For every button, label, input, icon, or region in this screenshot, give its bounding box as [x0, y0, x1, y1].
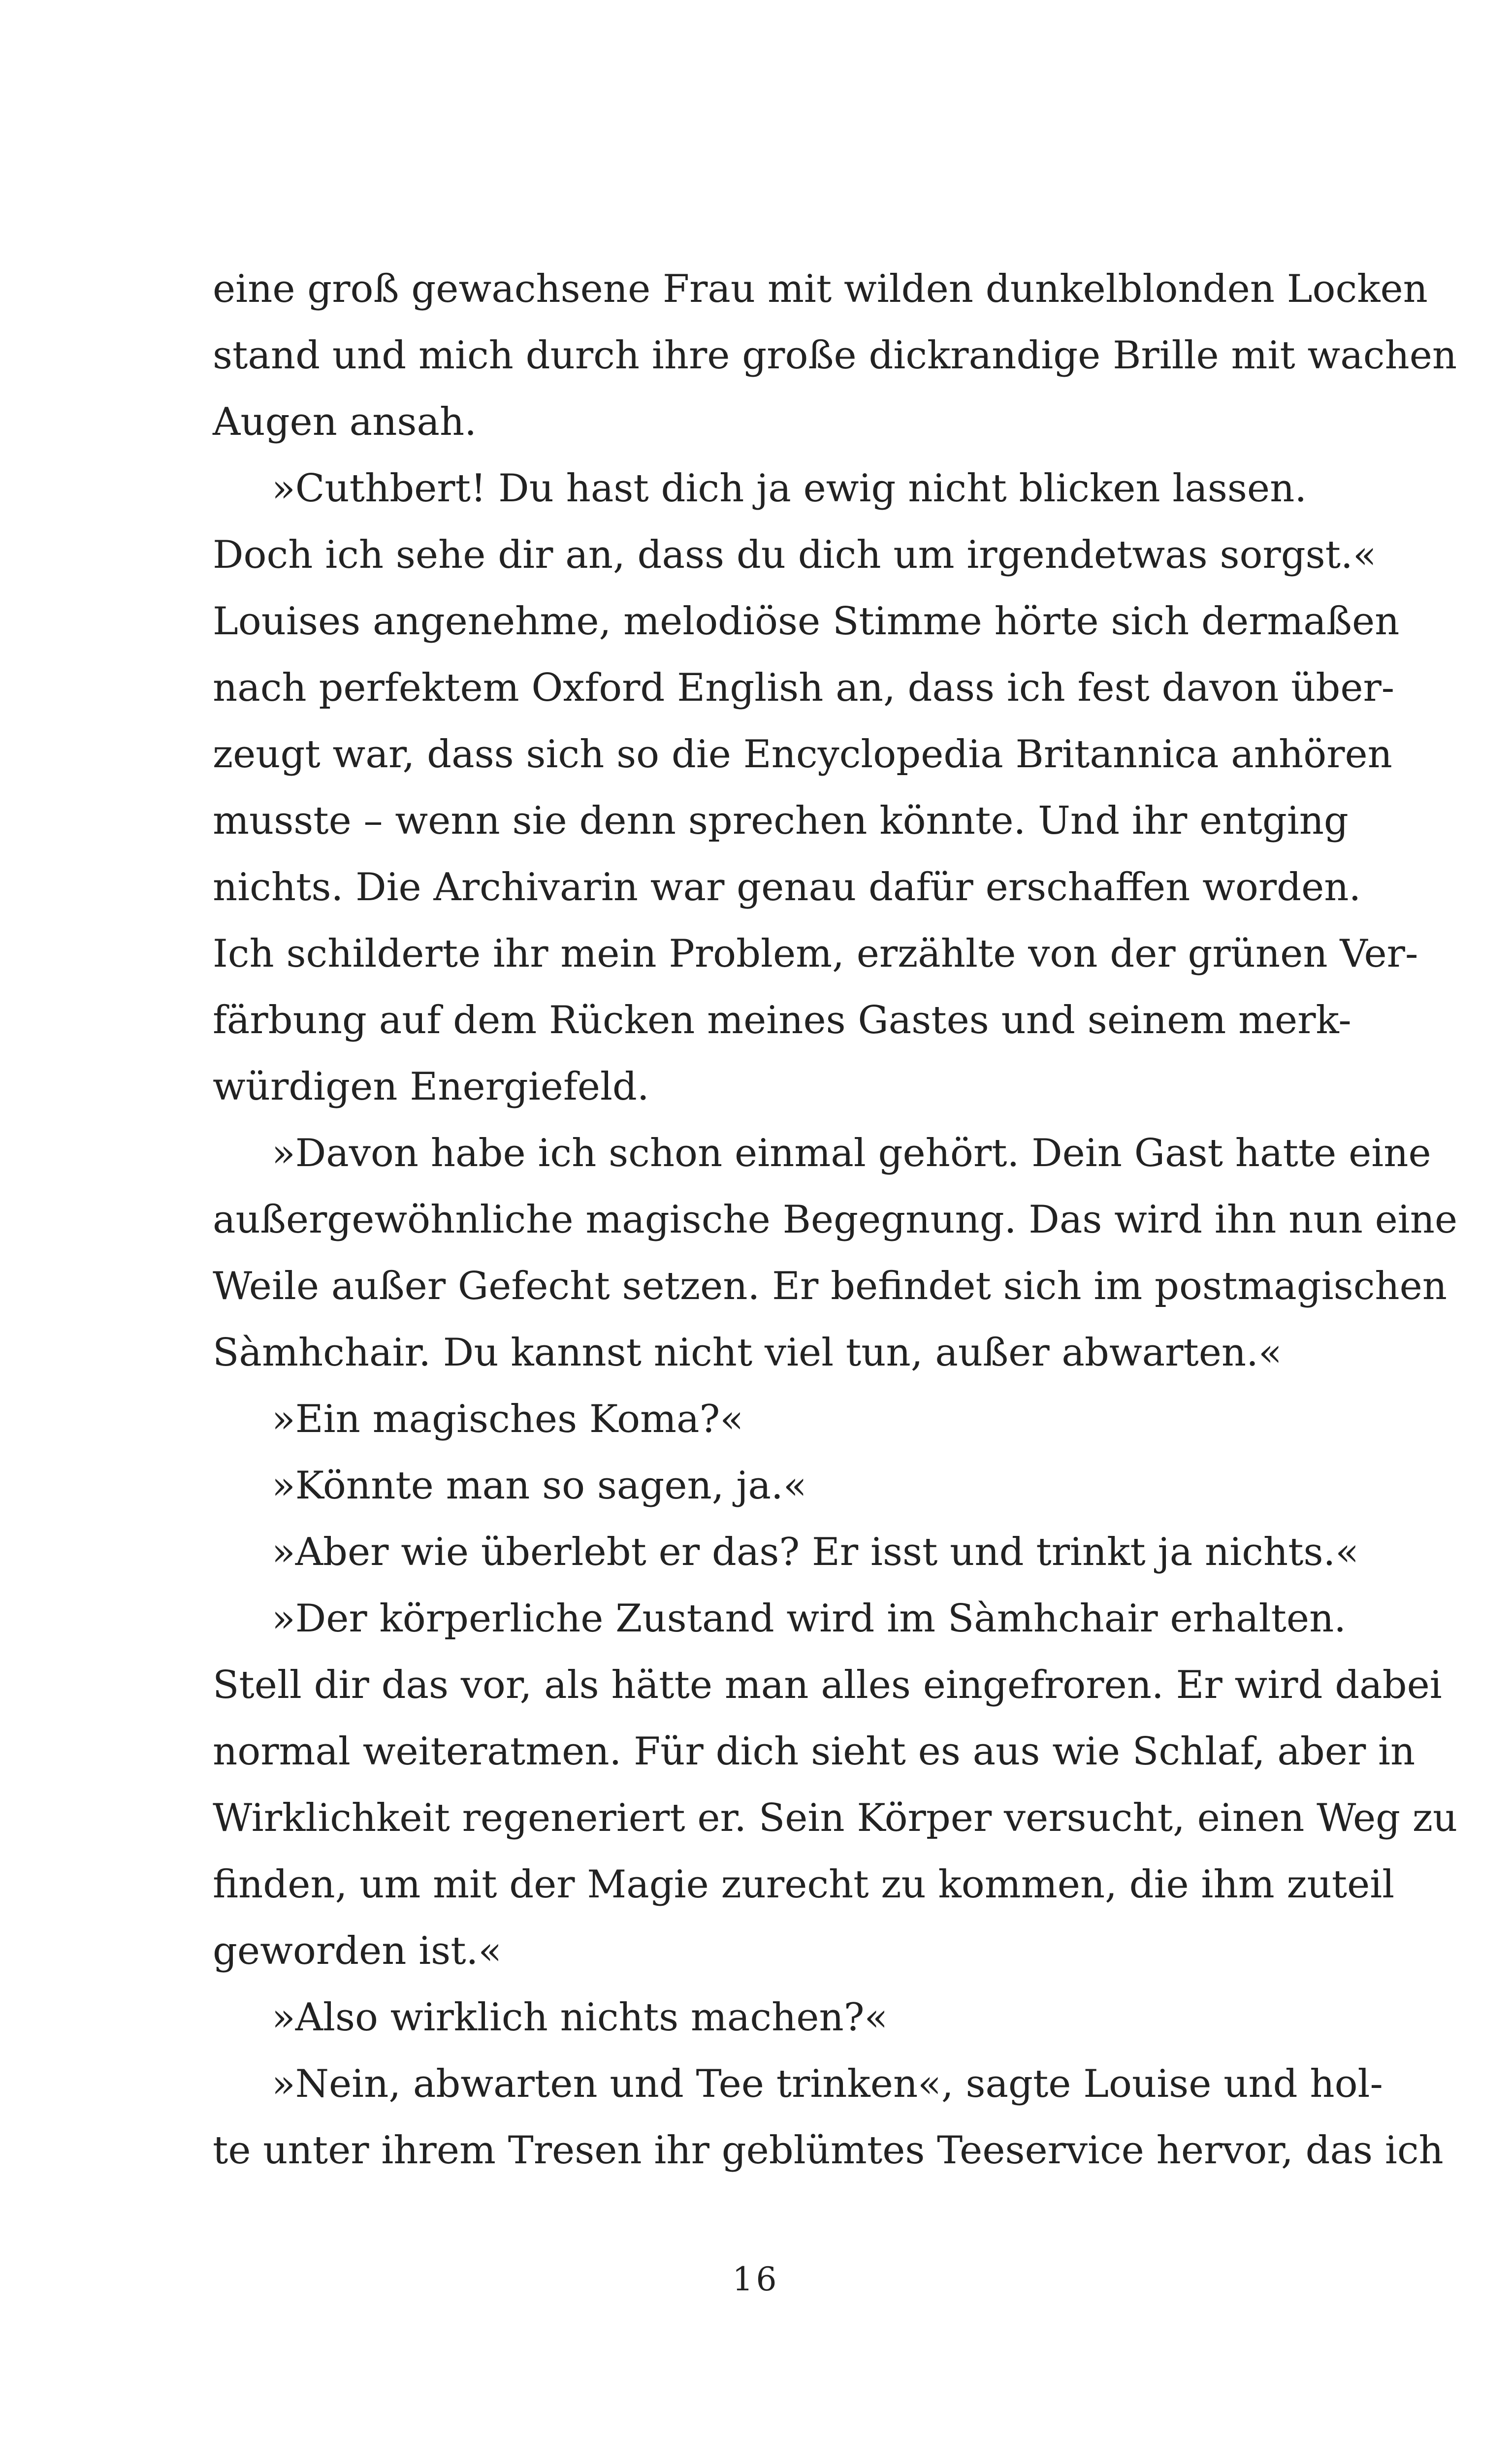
text-line: nach perfektem Oxford English an, dass ich fest davon über- — [213, 666, 1395, 710]
text-line: geworden ist.« — [213, 1929, 502, 1973]
text-line: »Ein magisches Koma?« — [272, 1397, 744, 1441]
text-line: Augen ansah. — [213, 400, 477, 444]
text-line: musste – wenn sie denn sprechen könnte. Und ihr entging — [213, 799, 1349, 843]
text-line: färbung auf dem Rücken meines Gastes und seinem merk- — [213, 998, 1351, 1042]
text-line: zeugt war, dass sich so die Encyclopedia Britannica anhören — [213, 732, 1392, 777]
text-line: »Cuthbert! Du hast dich ja ewig nicht blicken lassen. — [272, 466, 1307, 511]
text-line: »Der körperliche Zustand wird im Sàmhchair erhalten. — [272, 1596, 1347, 1641]
text-line: Doch ich sehe dir an, dass du dich um irgendetwas sorgst.« — [213, 533, 1377, 577]
text-line: Wirklichkeit regeneriert er. Sein Körper versucht, einen Weg zu — [213, 1796, 1458, 1840]
text-line: außergewöhnliche magische Begegnung. Das wird ihn nun eine — [213, 1198, 1458, 1242]
text-line: »Nein, abwarten und Tee trinken«, sagte Louise und hol- — [272, 2062, 1383, 2106]
text-line: Stell dir das vor, als hätte man alles eingefroren. Er wird dabei — [213, 1663, 1442, 1707]
text-line: te unter ihrem Tresen ihr geblümtes Teeservice hervor, das ich — [213, 2128, 1444, 2173]
body-text — [213, 256, 1458, 2184]
text-line: Weile außer Gefecht setzen. Er befindet sich im postmagischen — [213, 1264, 1448, 1308]
text-line: Louises angenehme, melodiöse Stimme hörte sich dermaßen — [213, 599, 1400, 644]
text-line: finden, um mit der Magie zurecht zu kommen, die ihm zuteil — [213, 1862, 1395, 1907]
text-line: stand und mich durch ihre große dickrandige Brille mit wachen — [213, 333, 1457, 378]
text-line: normal weiteratmen. Für dich sieht es aus wie Schlaf, aber in — [213, 1729, 1415, 1774]
text-line: »Aber wie überlebt er das? Er isst und trinkt ja nichts.« — [272, 1530, 1359, 1574]
text-line: würdigen Energiefeld. — [213, 1065, 649, 1109]
text-line: »Davon habe ich schon einmal gehört. Dein Gast hatte eine — [272, 1131, 1431, 1175]
text-line: nichts. Die Archivarin war genau dafür erschaffen worden. — [213, 865, 1361, 910]
text-line: »Also wirklich nichts machen?« — [272, 1995, 888, 2040]
text-line: Ich schilderte ihr mein Problem, erzählte von der grünen Ver- — [213, 932, 1418, 976]
page-number: 16 — [732, 2260, 780, 2298]
text-line: Sàmhchair. Du kannst nicht viel tun, außer abwarten.« — [213, 1331, 1282, 1375]
text-line: eine groß gewachsene Frau mit wilden dunkelblonden Locken — [213, 267, 1428, 311]
text-line: »Könnte man so sagen, ja.« — [272, 1464, 807, 1508]
